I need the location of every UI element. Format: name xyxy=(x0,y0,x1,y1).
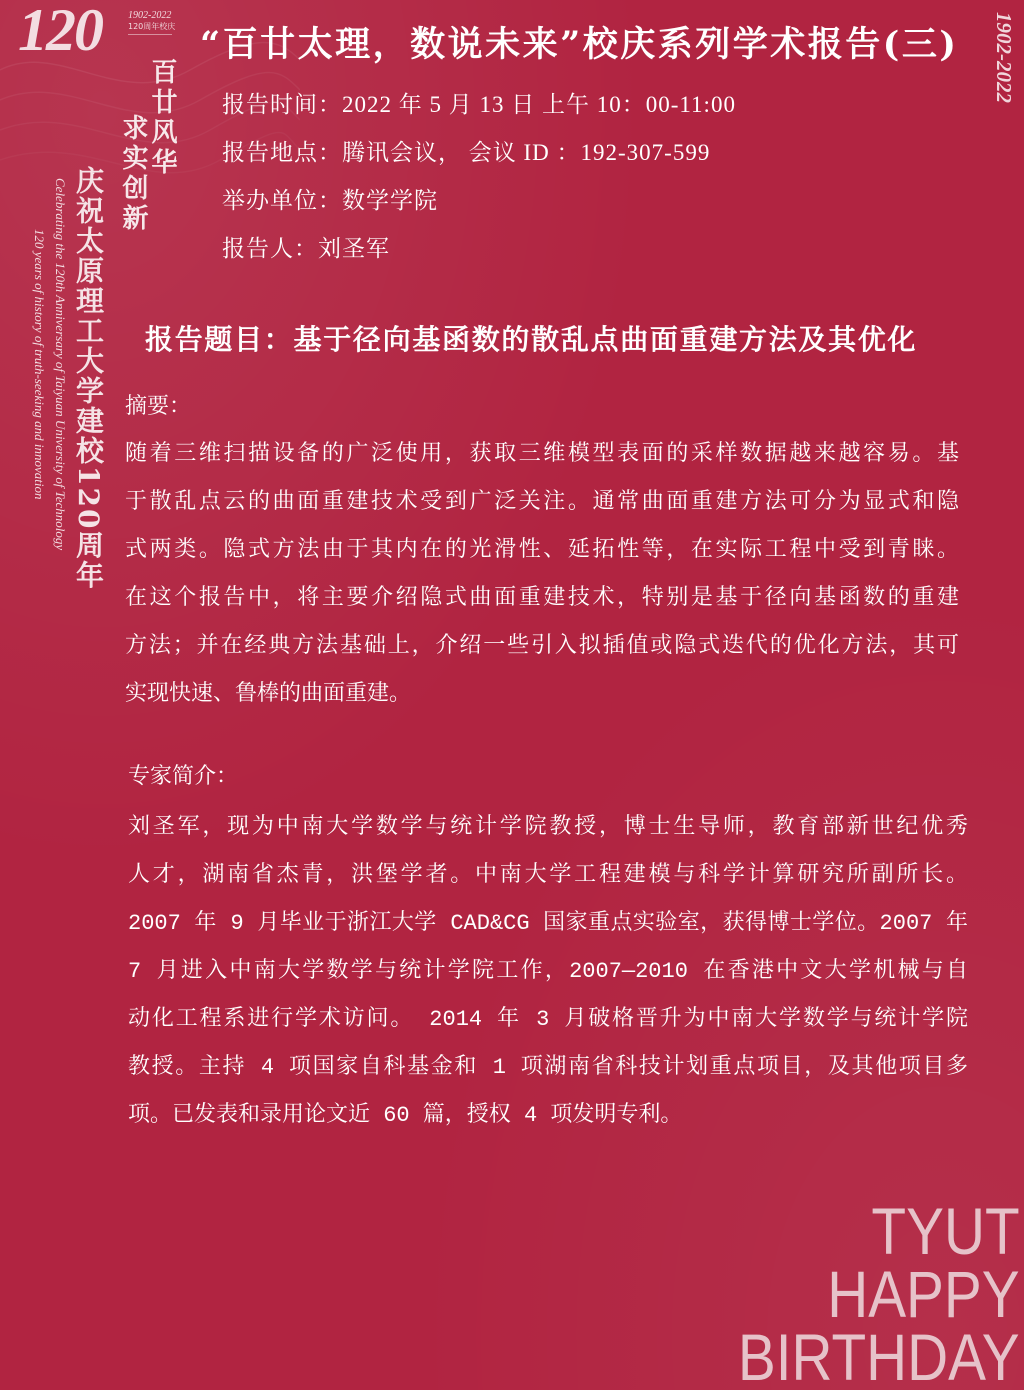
logo-numeral: 120 xyxy=(18,0,102,63)
logo-divider xyxy=(128,34,172,35)
bio-line: 2007 年 9 月毕业于浙江大学 CAD&CG 国家重点实验室，获得博士学位。2007 年 xyxy=(128,911,968,936)
slogan-right-column: 百廿风华 xyxy=(147,58,177,178)
celebration-tagline: 120 years of history of truth-seeking and innovation xyxy=(32,229,47,500)
abstract-line: 于散乱点云的曲面重建技术受到广泛关注。通常曲面重建方法可分为显式和隐 xyxy=(125,490,959,515)
bio-line: 人才，湖南省杰青，洪堡学者。中南大学工程建模与科学计算研究所副所长。 xyxy=(128,863,968,888)
watermark-line: BIRTHDAY xyxy=(738,1320,1020,1390)
info-label: 报告地点： xyxy=(222,140,342,165)
abstract-body xyxy=(125,431,959,719)
topic-value: 基于径向基函数的散乱点曲面重建方法及其优化 xyxy=(293,323,918,356)
topic-label: 报告题目： xyxy=(145,323,294,356)
abstract-line: 方法；并在经典方法基础上，介绍一些引入拟插值或隐式迭代的优化方法，其可 xyxy=(125,634,959,659)
bio-line: 教授。主持 4 项国家自科基金和 1 项湖南省科技计划重点项目，及其他项目多 xyxy=(128,1055,968,1080)
abstract-line: 在这个报告中，将主要介绍隐式曲面重建技术，特别是基于径向基函数的重建 xyxy=(125,586,959,611)
abstract-line: 随着三维扫描设备的广泛使用，获取三维模型表面的采样数据越来越容易。基 xyxy=(125,442,959,467)
bio-line: 项。已发表和录用论文近 60 篇，授权 4 项发明专利。 xyxy=(128,1103,683,1128)
watermark-line: TYUT xyxy=(871,1194,1020,1268)
abstract-line: 实现快速、鲁棒的曲面重建。 xyxy=(125,682,412,707)
abstract-line: 式两类。隐式方法由于其内在的光滑性、延拓性等，在实际工程中受到青睐。 xyxy=(125,538,959,563)
bio-heading: 专家简介： xyxy=(128,765,239,790)
watermark-line: HAPPY xyxy=(827,1257,1020,1331)
info-value: 数学学院 xyxy=(342,188,438,213)
bio-line: 动化工程系进行学术访问。 2014 年 3 月破格晋升为中南大学数学与统计学院 xyxy=(128,1007,968,1032)
info-value: 2022 年 5 月 13 日 上午 10：00-11:00 xyxy=(342,92,736,117)
page-title: “百廿太理，数说未来”校庆系列学术报告(三) xyxy=(200,24,959,65)
info-row-location xyxy=(222,129,736,177)
lecture-topic xyxy=(145,320,917,360)
logo-years: 1902-2022 xyxy=(128,10,172,21)
info-row-speaker xyxy=(222,225,736,273)
lecture-info xyxy=(222,81,736,273)
bio-body xyxy=(128,804,968,1140)
info-label: 举办单位： xyxy=(222,188,342,213)
info-row-organizer xyxy=(222,177,736,225)
celebration-english: Celebrating the 120th Anniversary of Taiyuan University of Technology xyxy=(53,178,68,551)
abstract-heading: 摘要： xyxy=(125,395,192,420)
logo-caption: 120周年校庆 xyxy=(128,22,176,31)
side-years: 1902-2022 xyxy=(992,12,1016,103)
bio-line: 刘圣军，现为中南大学数学与统计学院教授，博士生导师，教育部新世纪优秀 xyxy=(128,815,968,840)
info-value: 腾讯会议， 会议 ID ：192-307-599 xyxy=(342,140,711,165)
info-row-time xyxy=(222,81,736,129)
slogan-left-column: 求实创新 xyxy=(118,114,148,234)
info-label: 报告时间： xyxy=(222,92,342,117)
bio-line: 7 月进入中南大学数学与统计学院工作，2007—2010 在香港中文大学机械与自 xyxy=(128,959,968,984)
celebration-chinese: 庆祝太原理工大学建校120周年 xyxy=(72,166,105,591)
birthday-watermark xyxy=(738,1194,1020,1390)
info-label: 报告人： xyxy=(222,236,318,261)
info-value: 刘圣军 xyxy=(318,236,390,261)
anniversary-logo xyxy=(0,0,190,63)
